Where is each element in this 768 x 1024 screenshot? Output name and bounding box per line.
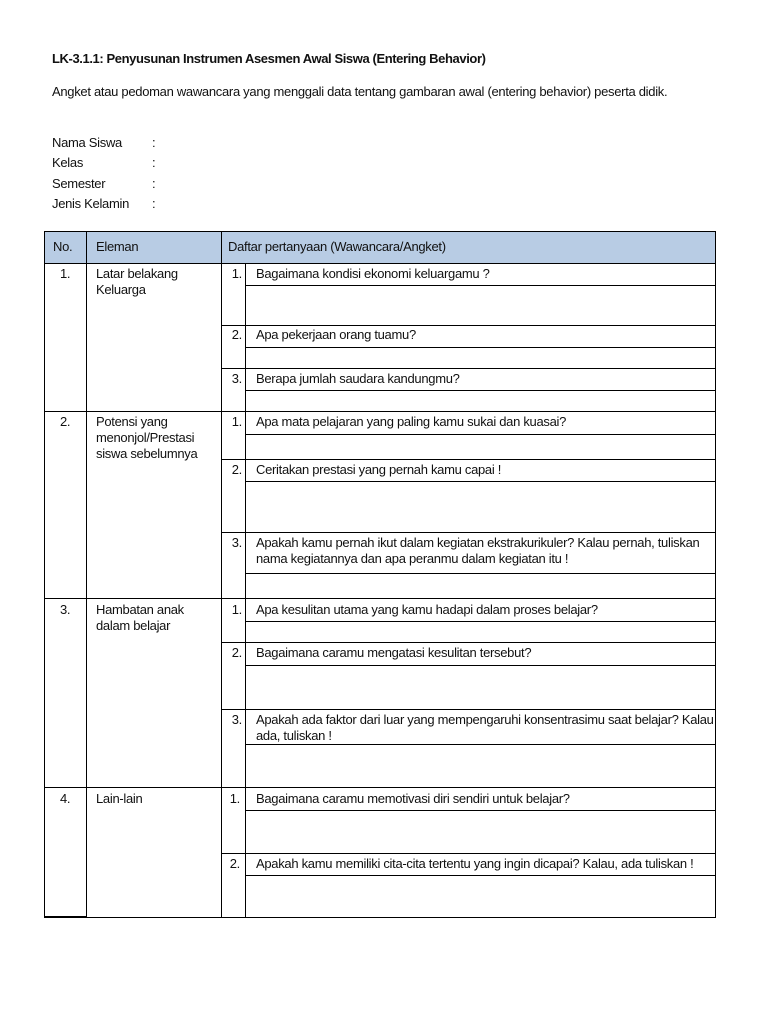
row-element: Lain-lain xyxy=(96,791,143,806)
question-text: Bagaimana caramu memotivasi diri sendiri untuk belajar? xyxy=(256,791,570,806)
question-number: 2. xyxy=(229,856,240,871)
header-questions: Daftar pertanyaan (Wawancara/Angket) xyxy=(228,239,446,254)
answer-line xyxy=(245,875,716,876)
table-border-bottom-accent xyxy=(44,916,87,918)
document-title: LK-3.1.1: Penyusunan Instrumen Asesmen Awal Siswa (Entering Behavior) xyxy=(52,51,486,66)
field-colon: : xyxy=(152,196,156,211)
field-colon: : xyxy=(152,135,156,150)
question-text: Apakah kamu pernah ikut dalam kegiatan ekstrakurikuler? Kalau pernah, tuliskan nama kegiatannya dan apa peranmu dalam kegiatan itu ! xyxy=(256,535,700,566)
section-divider xyxy=(44,787,716,788)
answer-line xyxy=(245,621,716,622)
header-no: No. xyxy=(53,239,73,254)
row-number: 4. xyxy=(60,791,71,806)
question-number: 1. xyxy=(231,414,242,429)
question-text: Apa mata pelajaran yang paling kamu sukai dan kuasai? xyxy=(256,414,567,429)
field-kelas xyxy=(52,155,155,170)
document-intro: Angket atau pedoman wawancara yang menggali data tentang gambaran awal (entering behavior) peserta didik. xyxy=(52,84,668,99)
answer-line xyxy=(245,481,716,482)
field-label: Semester xyxy=(52,176,106,191)
field-nama-siswa xyxy=(52,135,155,150)
section-divider xyxy=(44,598,716,599)
answer-line xyxy=(245,810,716,811)
answer-line xyxy=(245,390,716,391)
answer-line xyxy=(245,434,716,435)
column-divider-no xyxy=(86,231,87,918)
question-divider xyxy=(221,459,716,460)
question-text: Apa pekerjaan orang tuamu? xyxy=(256,327,416,342)
question-number: 3. xyxy=(231,712,242,727)
question-text: Bagaimana caramu mengatasi kesulitan tersebut? xyxy=(256,645,532,660)
question-divider xyxy=(221,642,716,643)
field-colon: : xyxy=(152,176,156,191)
section-divider xyxy=(44,411,716,412)
question-text: Apakah ada faktor dari luar yang mempengaruhi konsentrasimu saat belajar? Kalau ada, tuliskan ! xyxy=(256,712,714,743)
answer-line xyxy=(245,665,716,666)
question-text: Apa kesulitan utama yang kamu hadapi dalam proses belajar? xyxy=(256,602,598,617)
question-number: 2. xyxy=(231,645,242,660)
answer-line xyxy=(245,573,716,574)
question-number: 1. xyxy=(231,266,242,281)
table-border-left xyxy=(44,231,45,918)
column-divider-qnum xyxy=(245,263,246,918)
question-text: Bagaimana kondisi ekonomi keluargamu ? xyxy=(256,266,490,281)
question-divider xyxy=(221,325,716,326)
field-colon: : xyxy=(152,155,156,170)
answer-line xyxy=(245,285,716,286)
question-divider xyxy=(221,368,716,369)
question-number: 3. xyxy=(231,371,242,386)
question-number: 1. xyxy=(229,791,240,806)
answer-line xyxy=(245,347,716,348)
header-element: Eleman xyxy=(96,239,139,254)
row-number: 1. xyxy=(60,266,71,281)
field-jenis-kelamin xyxy=(52,196,155,211)
row-number: 3. xyxy=(60,602,71,617)
row-number: 2. xyxy=(60,414,71,429)
row-element: Latar belakang Keluarga xyxy=(96,266,178,297)
question-text: Berapa jumlah saudara kandungmu? xyxy=(256,371,460,386)
question-text: Ceritakan prestasi yang pernah kamu capai ! xyxy=(256,462,502,477)
row-element: Potensi yang menonjol/Prestasi siswa sebelumnya xyxy=(96,414,198,461)
question-number: 2. xyxy=(231,462,242,477)
field-label: Jenis Kelamin xyxy=(52,196,130,211)
question-divider xyxy=(221,709,716,710)
row-element: Hambatan anak dalam belajar xyxy=(96,602,184,633)
question-number: 3. xyxy=(231,535,242,550)
table-border-bottom xyxy=(44,917,716,918)
table-border-top xyxy=(44,231,716,232)
field-label: Nama Siswa xyxy=(52,135,122,150)
question-divider xyxy=(221,532,716,533)
field-semester xyxy=(52,176,155,191)
question-number: 2. xyxy=(231,327,242,342)
question-number: 1. xyxy=(231,602,242,617)
question-text: Apakah kamu memiliki cita-cita tertentu yang ingin dicapai? Kalau, ada tuliskan ! xyxy=(256,856,694,871)
field-label: Kelas xyxy=(52,155,84,170)
answer-line xyxy=(245,744,716,745)
question-divider xyxy=(221,853,716,854)
table-header-divider xyxy=(44,263,716,264)
